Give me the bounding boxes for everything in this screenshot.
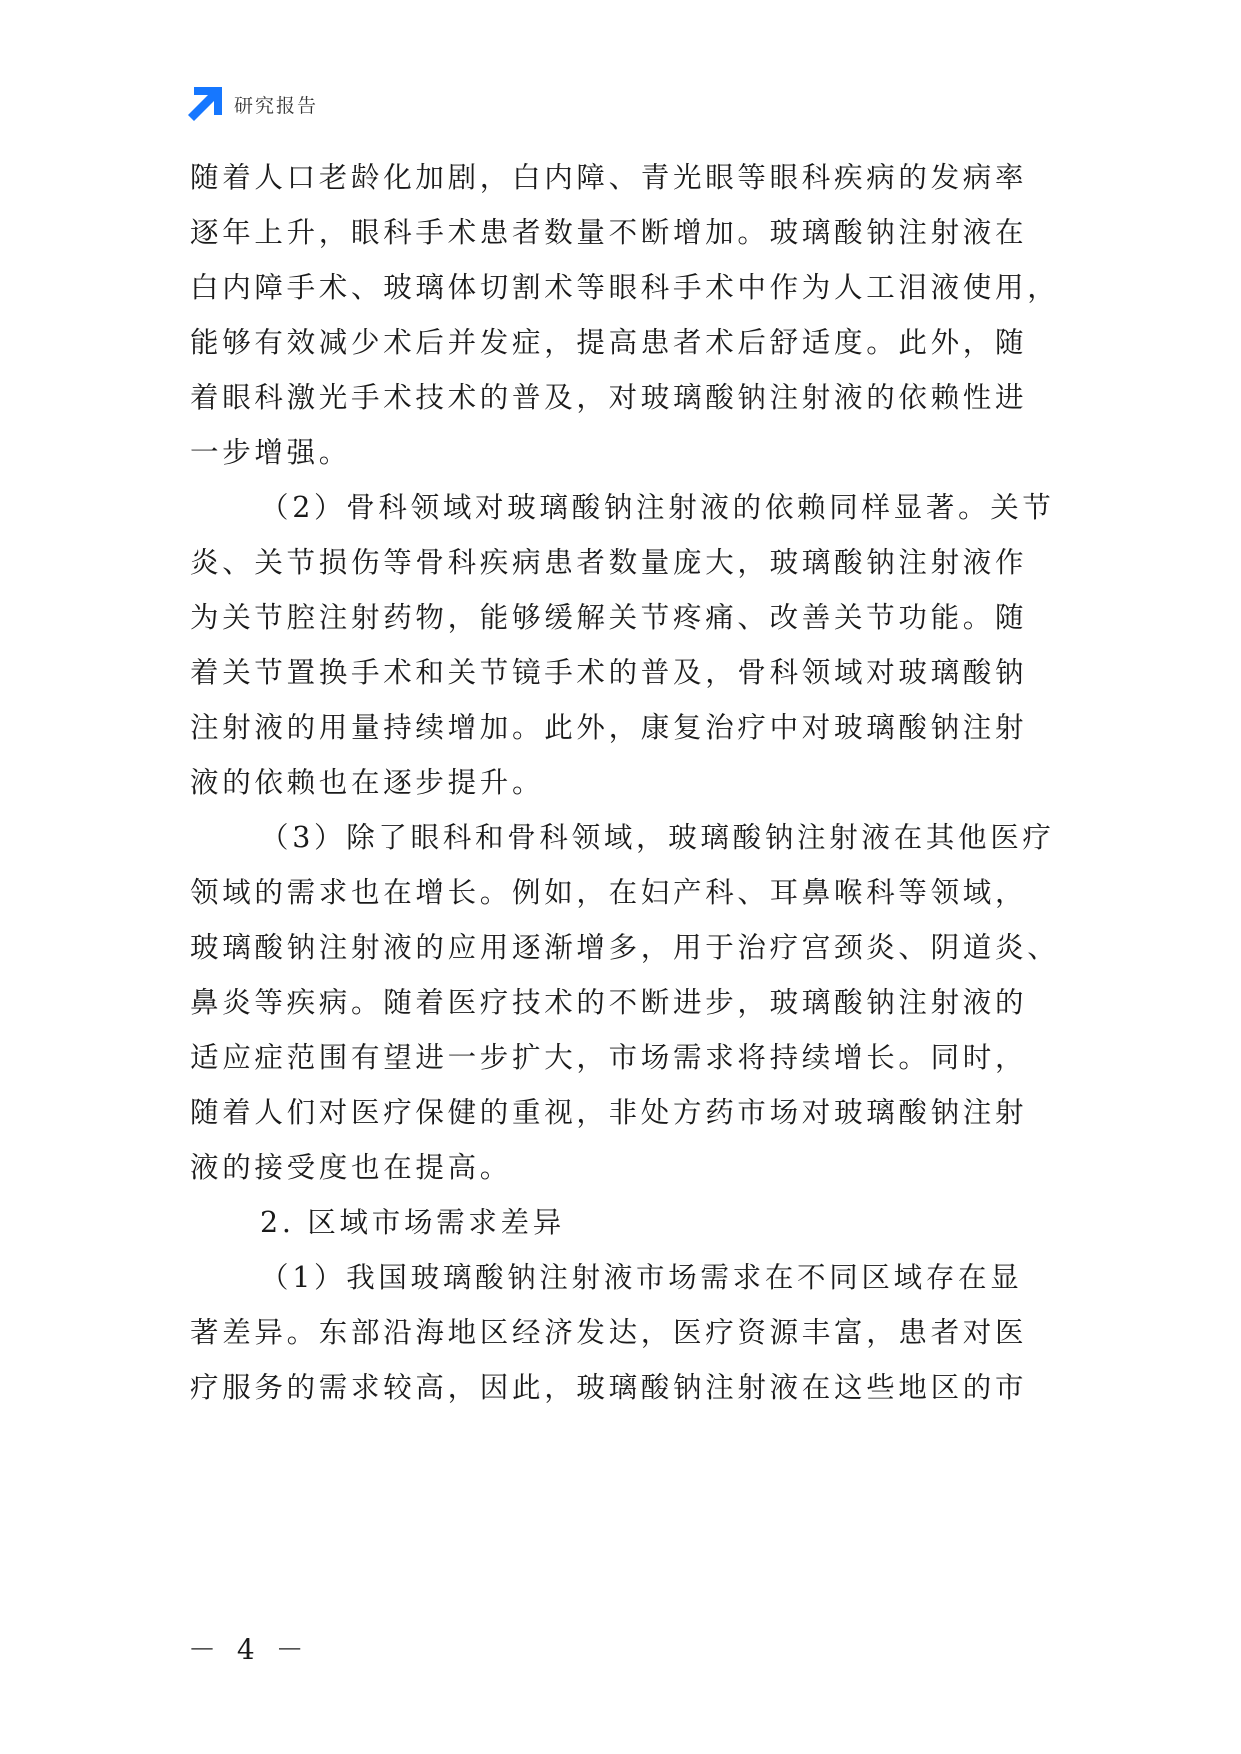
body-line: 随着人口老龄化加剧，白内障、青光眼等眼科疾病的发病率	[190, 161, 1028, 194]
paragraph-start-line: （1）我国玻璃酸钠注射液市场需求在不同区域存在显	[260, 1261, 1023, 1294]
arrow-up-right-icon	[188, 87, 222, 121]
body-line: 着关节置换手术和关节镜手术的普及，骨科领域对玻璃酸钠	[190, 656, 1028, 689]
body-line: 液的依赖也在逐步提升。	[190, 766, 545, 799]
body-line: 随着人们对医疗保健的重视，非处方药市场对玻璃酸钠注射	[190, 1096, 1028, 1129]
body-line: 白内障手术、玻璃体切割术等眼科手术中作为人工泪液使用，	[190, 271, 1060, 304]
body-line: 玻璃酸钠注射液的应用逐渐增多，用于治疗宫颈炎、阴道炎、	[190, 931, 1060, 964]
page-number: － 4 －	[188, 1633, 310, 1666]
body-line: 炎、关节损伤等骨科疾病患者数量庞大，玻璃酸钠注射液作	[190, 546, 1028, 579]
body-line: 逐年上升，眼科手术患者数量不断增加。玻璃酸钠注射液在	[190, 216, 1028, 249]
paragraph-start-line: （2）骨科领域对玻璃酸钠注射液的依赖同样显著。关节	[260, 491, 1055, 524]
body-line: 为关节腔注射药物，能够缓解关节疼痛、改善关节功能。随	[190, 601, 1028, 634]
body-line: 能够有效减少术后并发症，提高患者术后舒适度。此外，随	[190, 326, 1028, 359]
body-line: 液的接受度也在提高。	[190, 1151, 513, 1184]
body-line: 注射液的用量持续增加。此外，康复治疗中对玻璃酸钠注射	[190, 711, 1028, 744]
body-line: 一步增强。	[190, 436, 352, 469]
report-header	[188, 86, 318, 122]
header-title: 研究报告	[234, 94, 319, 117]
body-line: 领域的需求也在增长。例如，在妇产科、耳鼻喉科等领域，	[190, 876, 1028, 909]
body-line: 鼻炎等疾病。随着医疗技术的不断进步，玻璃酸钠注射液的	[190, 986, 1028, 1019]
body-line: 著差异。东部沿海地区经济发达，医疗资源丰富，患者对医	[190, 1316, 1028, 1349]
body-line: 适应症范围有望进一步扩大，市场需求将持续增长。同时，	[190, 1041, 1028, 1074]
section-heading: 2. 区域市场需求差异	[260, 1206, 565, 1239]
body-line: 疗服务的需求较高，因此，玻璃酸钠注射液在这些地区的市	[190, 1371, 1028, 1404]
paragraph-start-line: （3）除了眼科和骨科领域，玻璃酸钠注射液在其他医疗	[260, 821, 1055, 854]
body-line: 着眼科激光手术技术的普及，对玻璃酸钠注射液的依赖性进	[190, 381, 1028, 414]
